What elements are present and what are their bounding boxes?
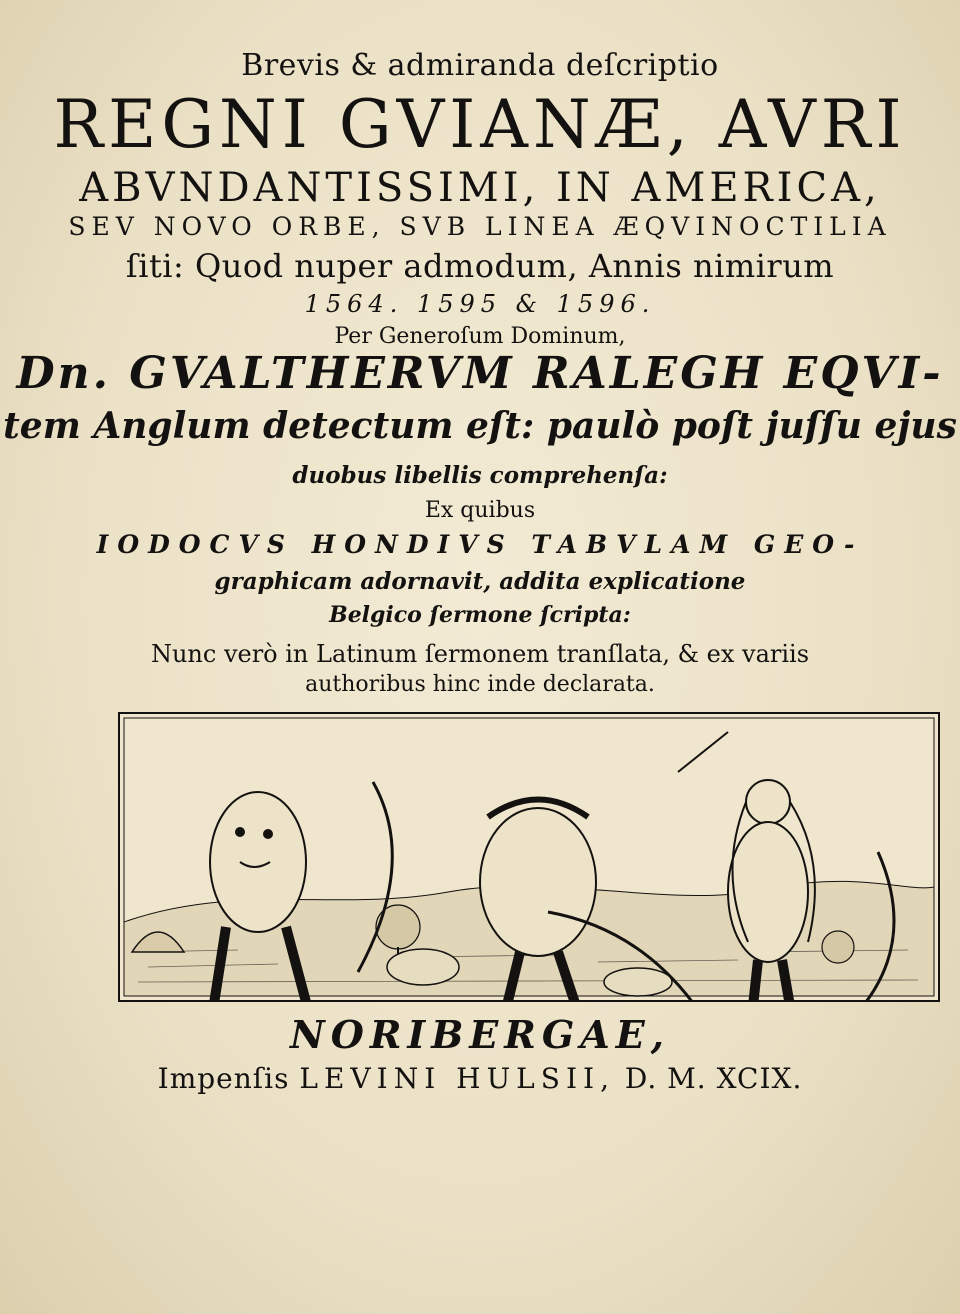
publisher-prefix: Impenſis (157, 1062, 290, 1095)
author-name: Dn. GVALTHERVM RALEGH EQVI- (16, 348, 944, 399)
translation-line-1: Nunc verò in Latinum ſermonem tranſlata, & ex variis (150, 640, 810, 668)
woodcut-engraving-icon (118, 712, 940, 1002)
years-line: 1564. 1595 & 1596. (304, 290, 656, 318)
main-title: REGNI GVIANÆ, AVRI (53, 86, 907, 163)
translation-line-2: authoribus hinc inde declarata. (305, 672, 655, 697)
publisher-name: LEVINI HULSII, (299, 1062, 615, 1095)
title-line-5: ſiti: Quod nuper admodum, Annis nimirum (125, 247, 835, 285)
hondius-line: IODOCVS HONDIVS TABVLAM GEO- (96, 530, 864, 559)
subtitle-line-1: Brevis & admiranda deſcriptio (241, 48, 719, 83)
publication-year: D. M. XCIX. (624, 1062, 803, 1095)
title-line-3: ABVNDANTISSIMI, IN AMERICA, (79, 165, 881, 211)
hondius-line-2: graphicam adornavit, addita explicatione (214, 568, 746, 595)
hondius-line-3: Belgico ſermone ſcripta: (329, 602, 631, 628)
imprint-publisher (0, 1062, 960, 1095)
author-intro: Per Generoſum Dominum, (334, 324, 626, 349)
imprint-city: NORIBERGAE, (290, 1012, 670, 1057)
ex-quibus: Ex quibus (424, 498, 536, 523)
author-line-3: duobus libellis comprehenſa: (292, 462, 668, 489)
author-line-2: tem Anglum detectum eſt: paulò poſt juſſu ejus (3, 405, 957, 447)
title-line-4: SEV NOVO ORBE, SVB LINEA ÆQVINOCTILIA (68, 212, 892, 241)
